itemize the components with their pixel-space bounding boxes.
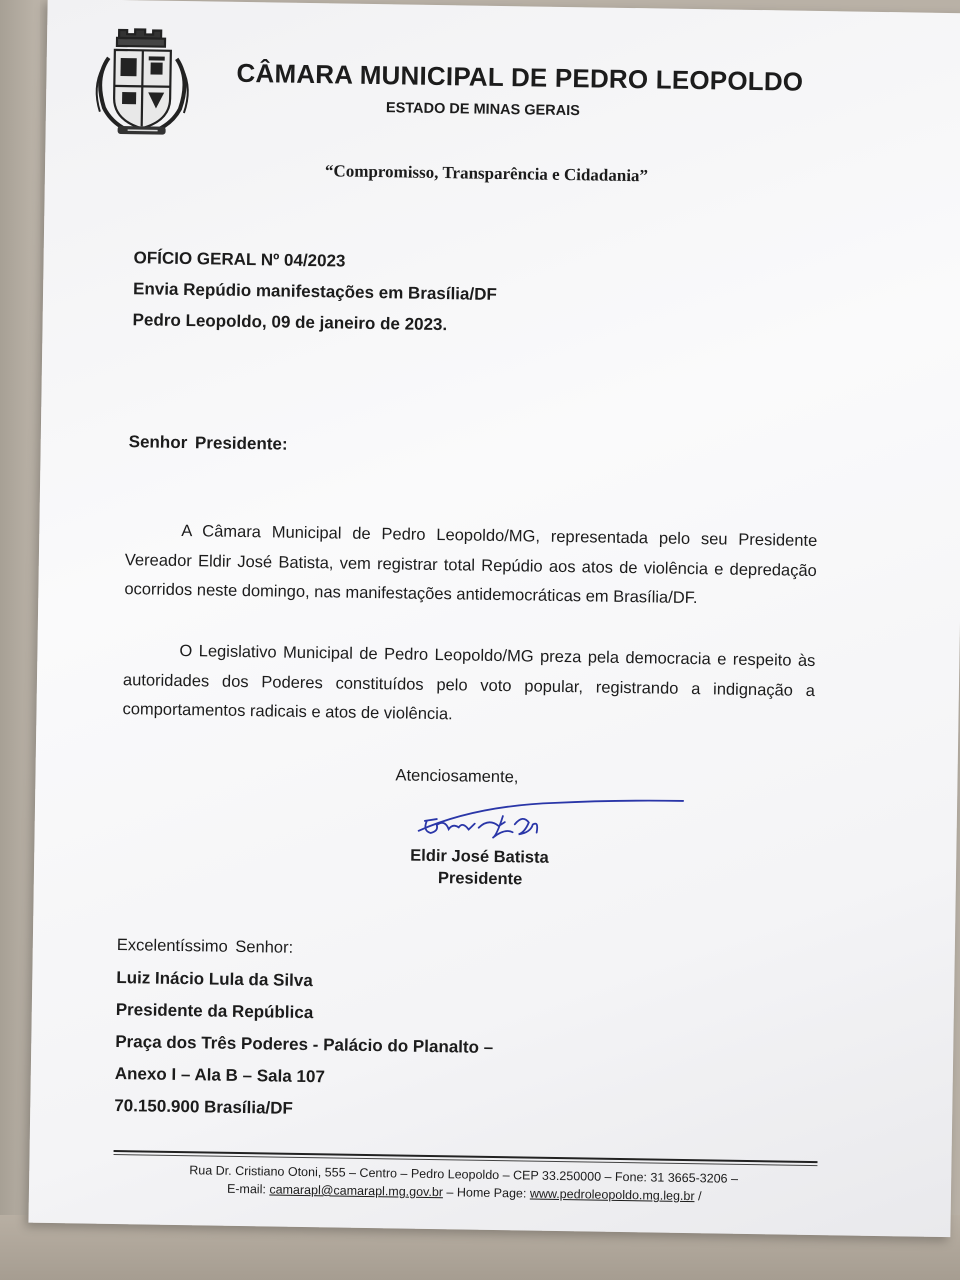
footer-trailing-mark: / (697, 1189, 702, 1204)
footer-email-link[interactable]: camarapl@camarapl.mg.gov.br (269, 1182, 444, 1200)
recipient-line: Luiz Inácio Lula da Silva (116, 968, 313, 991)
handwritten-signature (414, 791, 685, 851)
letter-subject: Envia Repúdio manifestações em Brasília/DF (132, 279, 497, 304)
signer-name: Eldir José Batista (410, 846, 549, 867)
letter-closing: Atenciosamente, (395, 766, 519, 787)
footer-email-label: E-mail: (226, 1181, 267, 1197)
footer-contact (227, 1182, 702, 1203)
recipient-heading: Excelentíssimo Senhor: (116, 936, 294, 957)
recipient-line: 70.150.900 Brasília/DF (114, 1096, 294, 1118)
recipient-line: Praça dos Três Poderes - Palácio do Planalto – (115, 1032, 494, 1057)
institution-title: CÂMARA MUNICIPAL DE PEDRO LEOPOLDO (236, 57, 804, 97)
body-paragraph: O Legislativo Municipal de Pedro Leopoldo/MG preza pela democracia e respeito às autoridades dos Poderes constituídos pelo voto popular, registrando a indignação a comportamentos radicais e atos de violência. (122, 641, 816, 724)
institution-subtitle: ESTADO DE MINAS GERAIS (385, 100, 580, 120)
footer-address: Rua Dr. Cristiano Otoni, 555 – Centro – Pedro Leopoldo – CEP 33.250000 – Fone: 31 3665-3206 – (189, 1163, 739, 1186)
body-paragraph: A Câmara Municipal de Pedro Leopoldo/MG, representada pelo seu Presidente Vereador Eldir José Batista, vem registrar total Repúdio aos atos de violência e depredação ocorridos neste domingo, nas manifestações antidemocráticas em Brasília/DF. (124, 522, 818, 608)
coat-of-arms-icon (87, 27, 199, 141)
footer-homepage-label: – Home Page: (446, 1185, 527, 1201)
letter-page (28, 0, 960, 1237)
signer-title: Presidente (437, 869, 523, 889)
institution-motto: “Compromisso, Transparência e Cidadania” (324, 161, 649, 186)
recipient-line: Presidente da República (115, 1000, 314, 1023)
footer-homepage-link[interactable]: www.pedroleopoldo.mg.leg.br (529, 1186, 695, 1204)
letter-salutation: Senhor Presidente: (128, 432, 288, 454)
letter-place-date: Pedro Leopoldo, 09 de janeiro de 2023. (132, 310, 448, 335)
recipient-line: Anexo I – Ala B – Sala 107 (114, 1064, 326, 1087)
letter-reference: OFÍCIO GERAL Nº 04/2023 (133, 248, 346, 271)
